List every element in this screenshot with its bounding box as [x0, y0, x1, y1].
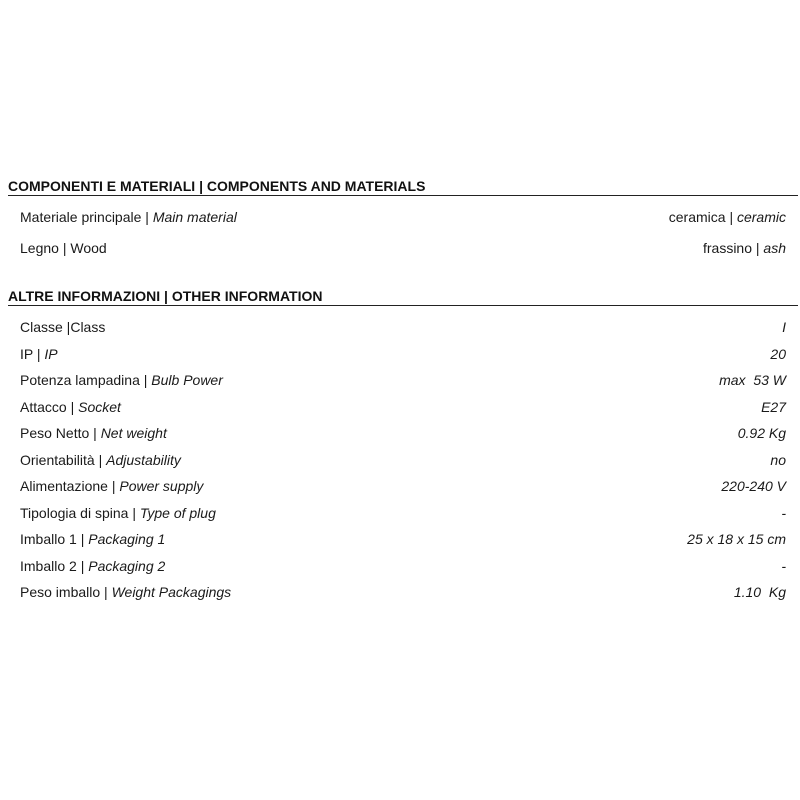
- spec-value: E27: [761, 398, 786, 415]
- spec-row-bulb-power: [8, 372, 798, 399]
- other-info-header: ALTRE INFORMAZIONI | OTHER INFORMATION: [8, 288, 798, 306]
- spec-row-ip: [8, 346, 798, 373]
- spec-row-net-weight: [8, 425, 798, 452]
- spec-row-packaging-2: [8, 558, 798, 585]
- spec-row-adjustability: [8, 452, 798, 479]
- spec-label: Tipologia di spina | Type of plug: [20, 504, 216, 521]
- spec-row-plug-type: [8, 505, 798, 532]
- spec-row-main-material: [8, 209, 798, 240]
- spec-label: Peso Netto | Net weight: [20, 425, 167, 441]
- spec-value: 1.10 Kg: [733, 584, 786, 600]
- spec-label: IP | IP: [20, 345, 58, 362]
- components-header: COMPONENTI E MATERIALI | COMPONENTS AND MATERIALS: [8, 178, 798, 196]
- spec-label: Potenza lampadina | Bulb Power: [20, 372, 223, 388]
- spec-label: Orientabilità | Adjustability: [20, 451, 181, 468]
- spec-value: frassino | ash: [702, 240, 786, 256]
- spec-value: 220-240 V: [721, 478, 786, 494]
- spec-value: no: [770, 451, 786, 468]
- spec-row-packaging-1: [8, 531, 798, 558]
- spec-value: max 53 W: [719, 372, 786, 388]
- spec-label: Materiale principale | Main material: [20, 209, 237, 225]
- spec-row-power-supply: [8, 478, 798, 505]
- spec-row-weight-packagings: [8, 584, 798, 611]
- spec-value: 0.92 Kg: [737, 425, 786, 441]
- spec-label: Imballo 1 | Packaging 1: [20, 531, 166, 547]
- spec-label: Classe |Class: [20, 319, 106, 335]
- spec-label: Imballo 2 | Packaging 2: [20, 557, 166, 574]
- components-section: [8, 178, 798, 271]
- spec-value: 20: [770, 345, 786, 362]
- spec-label: Peso imballo | Weight Packagings: [20, 584, 232, 600]
- spec-label: Legno | Wood: [20, 240, 107, 256]
- spec-label: Attacco | Socket: [20, 398, 121, 415]
- spec-value: -: [781, 557, 786, 574]
- spec-row-socket: [8, 399, 798, 426]
- spec-value: 25 x 18 x 15 cm: [687, 531, 786, 547]
- spec-row-wood: [8, 240, 798, 271]
- spec-row-class: [8, 319, 798, 346]
- spec-value: ceramica | ceramic: [668, 209, 786, 225]
- other-info-section: [8, 288, 798, 611]
- spec-value: I: [782, 319, 786, 335]
- spec-value: -: [781, 504, 786, 521]
- spec-label: Alimentazione | Power supply: [20, 478, 204, 494]
